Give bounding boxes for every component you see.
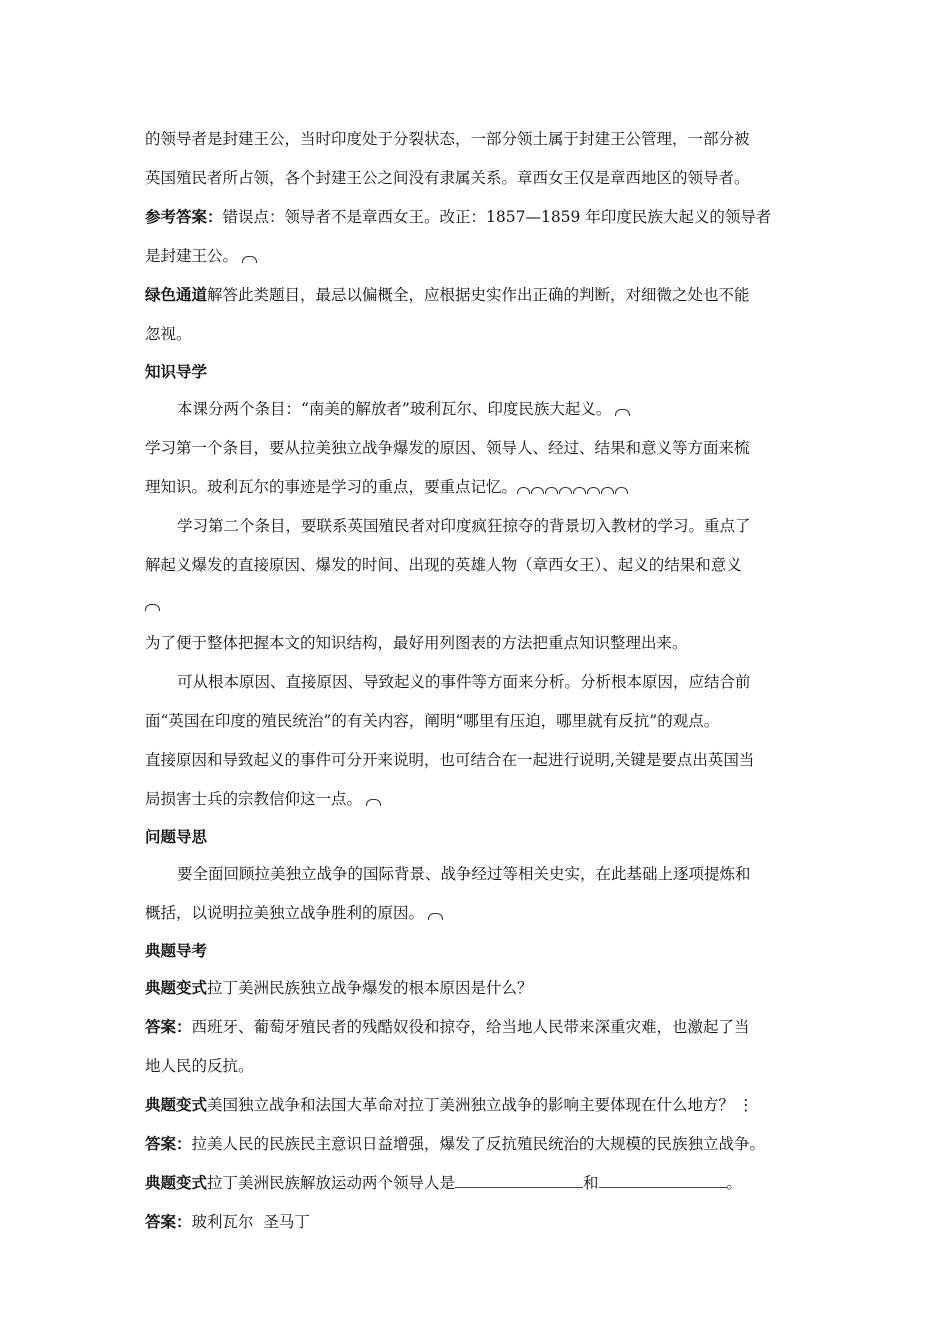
reference-answer — [145, 198, 810, 237]
revision-mark-icon — [428, 913, 443, 920]
revision-mark-icon — [601, 487, 614, 494]
question-and: 和 — [583, 1174, 599, 1192]
text-line: 直接原因和导致起义的事件可分开来说明，也可结合在一起进行说明,关键是要点出英国当 — [145, 751, 755, 769]
revision-mark-icon — [242, 256, 257, 263]
text-line — [145, 468, 810, 507]
reference-answer-text: 错误点：领导者不是章西女王。改正：1857—1859 年印度民族大起义的领导者 — [222, 208, 772, 226]
question-text: 拉丁美洲民族解放运动两个领导人是 — [207, 1174, 456, 1192]
revision-mark-icon — [615, 409, 630, 416]
typical-question-3 — [145, 1164, 810, 1203]
text-line: 学习第二个条目，要联系英国殖民者对印度疯狂掠夺的背景切入教材的学习。重点了 — [177, 517, 751, 535]
revision-mark-icon — [366, 799, 381, 806]
reference-answer-label: 参考答案： — [145, 208, 223, 226]
fill-blank-1 — [455, 1173, 583, 1188]
revision-mark-icon — [615, 487, 628, 494]
text-line: 英国殖民者所占领，各个封建王公之间没有隶属关系。章西女王仅是章西地区的领导者。 — [145, 169, 750, 187]
text-line — [145, 894, 810, 933]
fill-blank-2 — [599, 1173, 727, 1188]
answer-text: 拉美人民的民族民主意识日益增强，爆发了反抗殖民统治的大规模的民族独立战争。 — [191, 1135, 766, 1153]
text-line — [145, 237, 810, 276]
revision-marks — [517, 478, 629, 496]
answer-label: 答案： — [145, 1018, 192, 1036]
typical-question-2 — [145, 1086, 810, 1125]
answer-label: 答案： — [145, 1213, 192, 1231]
text-line: 要全面回顾拉美独立战争的国际背景、战争经过等相关史实，在此基础上逐项提炼和 — [177, 865, 751, 883]
typical-question-1 — [145, 969, 810, 1008]
section-heading-knowledge: 知识导学 — [145, 363, 208, 381]
text-line — [145, 780, 810, 819]
text-line: 学习第一个条目，要从拉美独立战争爆发的原因、领导人、经过、结果和意义等方面来梳 — [145, 439, 750, 457]
green-channel-text: 解答此类题目，最忌以偏概全，应根据史实作出正确的判断，对细微之处也不能 — [207, 286, 750, 304]
question-label: 典题变式 — [145, 979, 208, 997]
question-label: 典题变式 — [145, 1174, 208, 1192]
section-heading-question: 问题导思 — [145, 828, 208, 846]
paragraph-text: 本课分两个条目：“南美的解放者”玻利瓦尔、印度民族大起义。 — [177, 400, 612, 418]
green-channel — [145, 276, 810, 315]
revision-mark-icon — [145, 604, 160, 611]
typical-answer-1 — [145, 1008, 810, 1047]
text-line: 解起义爆发的直接原因、爆发的时间、出现的英雄人物（章西女王）、起义的结果和意义 — [145, 556, 742, 574]
document-content — [145, 120, 810, 1242]
revision-mark-icon — [573, 487, 586, 494]
text-line: 可从根本原因、直接原因、导致起义的事件等方面来分析。分析根本原因，应结合前 — [177, 673, 751, 691]
section-heading-typical: 典题导考 — [145, 942, 208, 960]
text-line — [145, 585, 810, 624]
green-channel-label: 绿色通道 — [145, 286, 208, 304]
text-line: 地人民的反抗。 — [145, 1057, 254, 1075]
answer-text: 西班牙、葡萄牙殖民者的残酷奴役和掠夺，给当地人民带来深重灾难，也激起了当 — [191, 1018, 750, 1036]
question-label: 典题变式 — [145, 1096, 208, 1114]
question-end: 。 — [726, 1174, 743, 1192]
paragraph-text: 理知识。玻利瓦尔的事迹是学习的重点，要重点记忆。 — [145, 478, 518, 496]
paragraph-text: 概括，以说明拉美独立战争胜利的原因。 — [145, 904, 425, 922]
question-text: 美国独立战争和法国大革命对拉丁美洲独立战争的影响主要体现在什么地方？ — [207, 1096, 735, 1114]
text-line: 为了便于整体把握本文的知识结构，最好用列图表的方法把重点知识整理出来。 — [145, 634, 688, 652]
dots-mark: ⋮ — [738, 1096, 754, 1114]
revision-mark-icon — [517, 487, 530, 494]
text-line: 的领导者是封建王公，当时印度处于分裂状态，一部分领土属于封建王公管理，一部分被 — [145, 130, 750, 148]
revision-mark-icon — [531, 487, 544, 494]
answer-label: 答案： — [145, 1135, 192, 1153]
reference-answer-text: 是封建王公。 — [145, 247, 239, 265]
question-text: 拉丁美洲民族独立战争爆发的根本原因是什么？ — [207, 979, 533, 997]
answer-text: 玻利瓦尔 圣马丁 — [191, 1213, 310, 1231]
typical-answer-3 — [145, 1203, 810, 1242]
revision-mark-icon — [545, 487, 558, 494]
revision-mark-icon — [587, 487, 600, 494]
paragraph-text: 局损害士兵的宗教信仰这一点。 — [145, 790, 363, 808]
text-line: 面“英国在印度的殖民统治”的有关内容，阐明“哪里有压迫，哪里就有反抗”的观点。 — [145, 712, 720, 730]
text-line — [145, 390, 810, 429]
revision-mark-icon — [559, 487, 572, 494]
typical-answer-2 — [145, 1125, 810, 1164]
text-line: 忽视。 — [145, 325, 192, 343]
